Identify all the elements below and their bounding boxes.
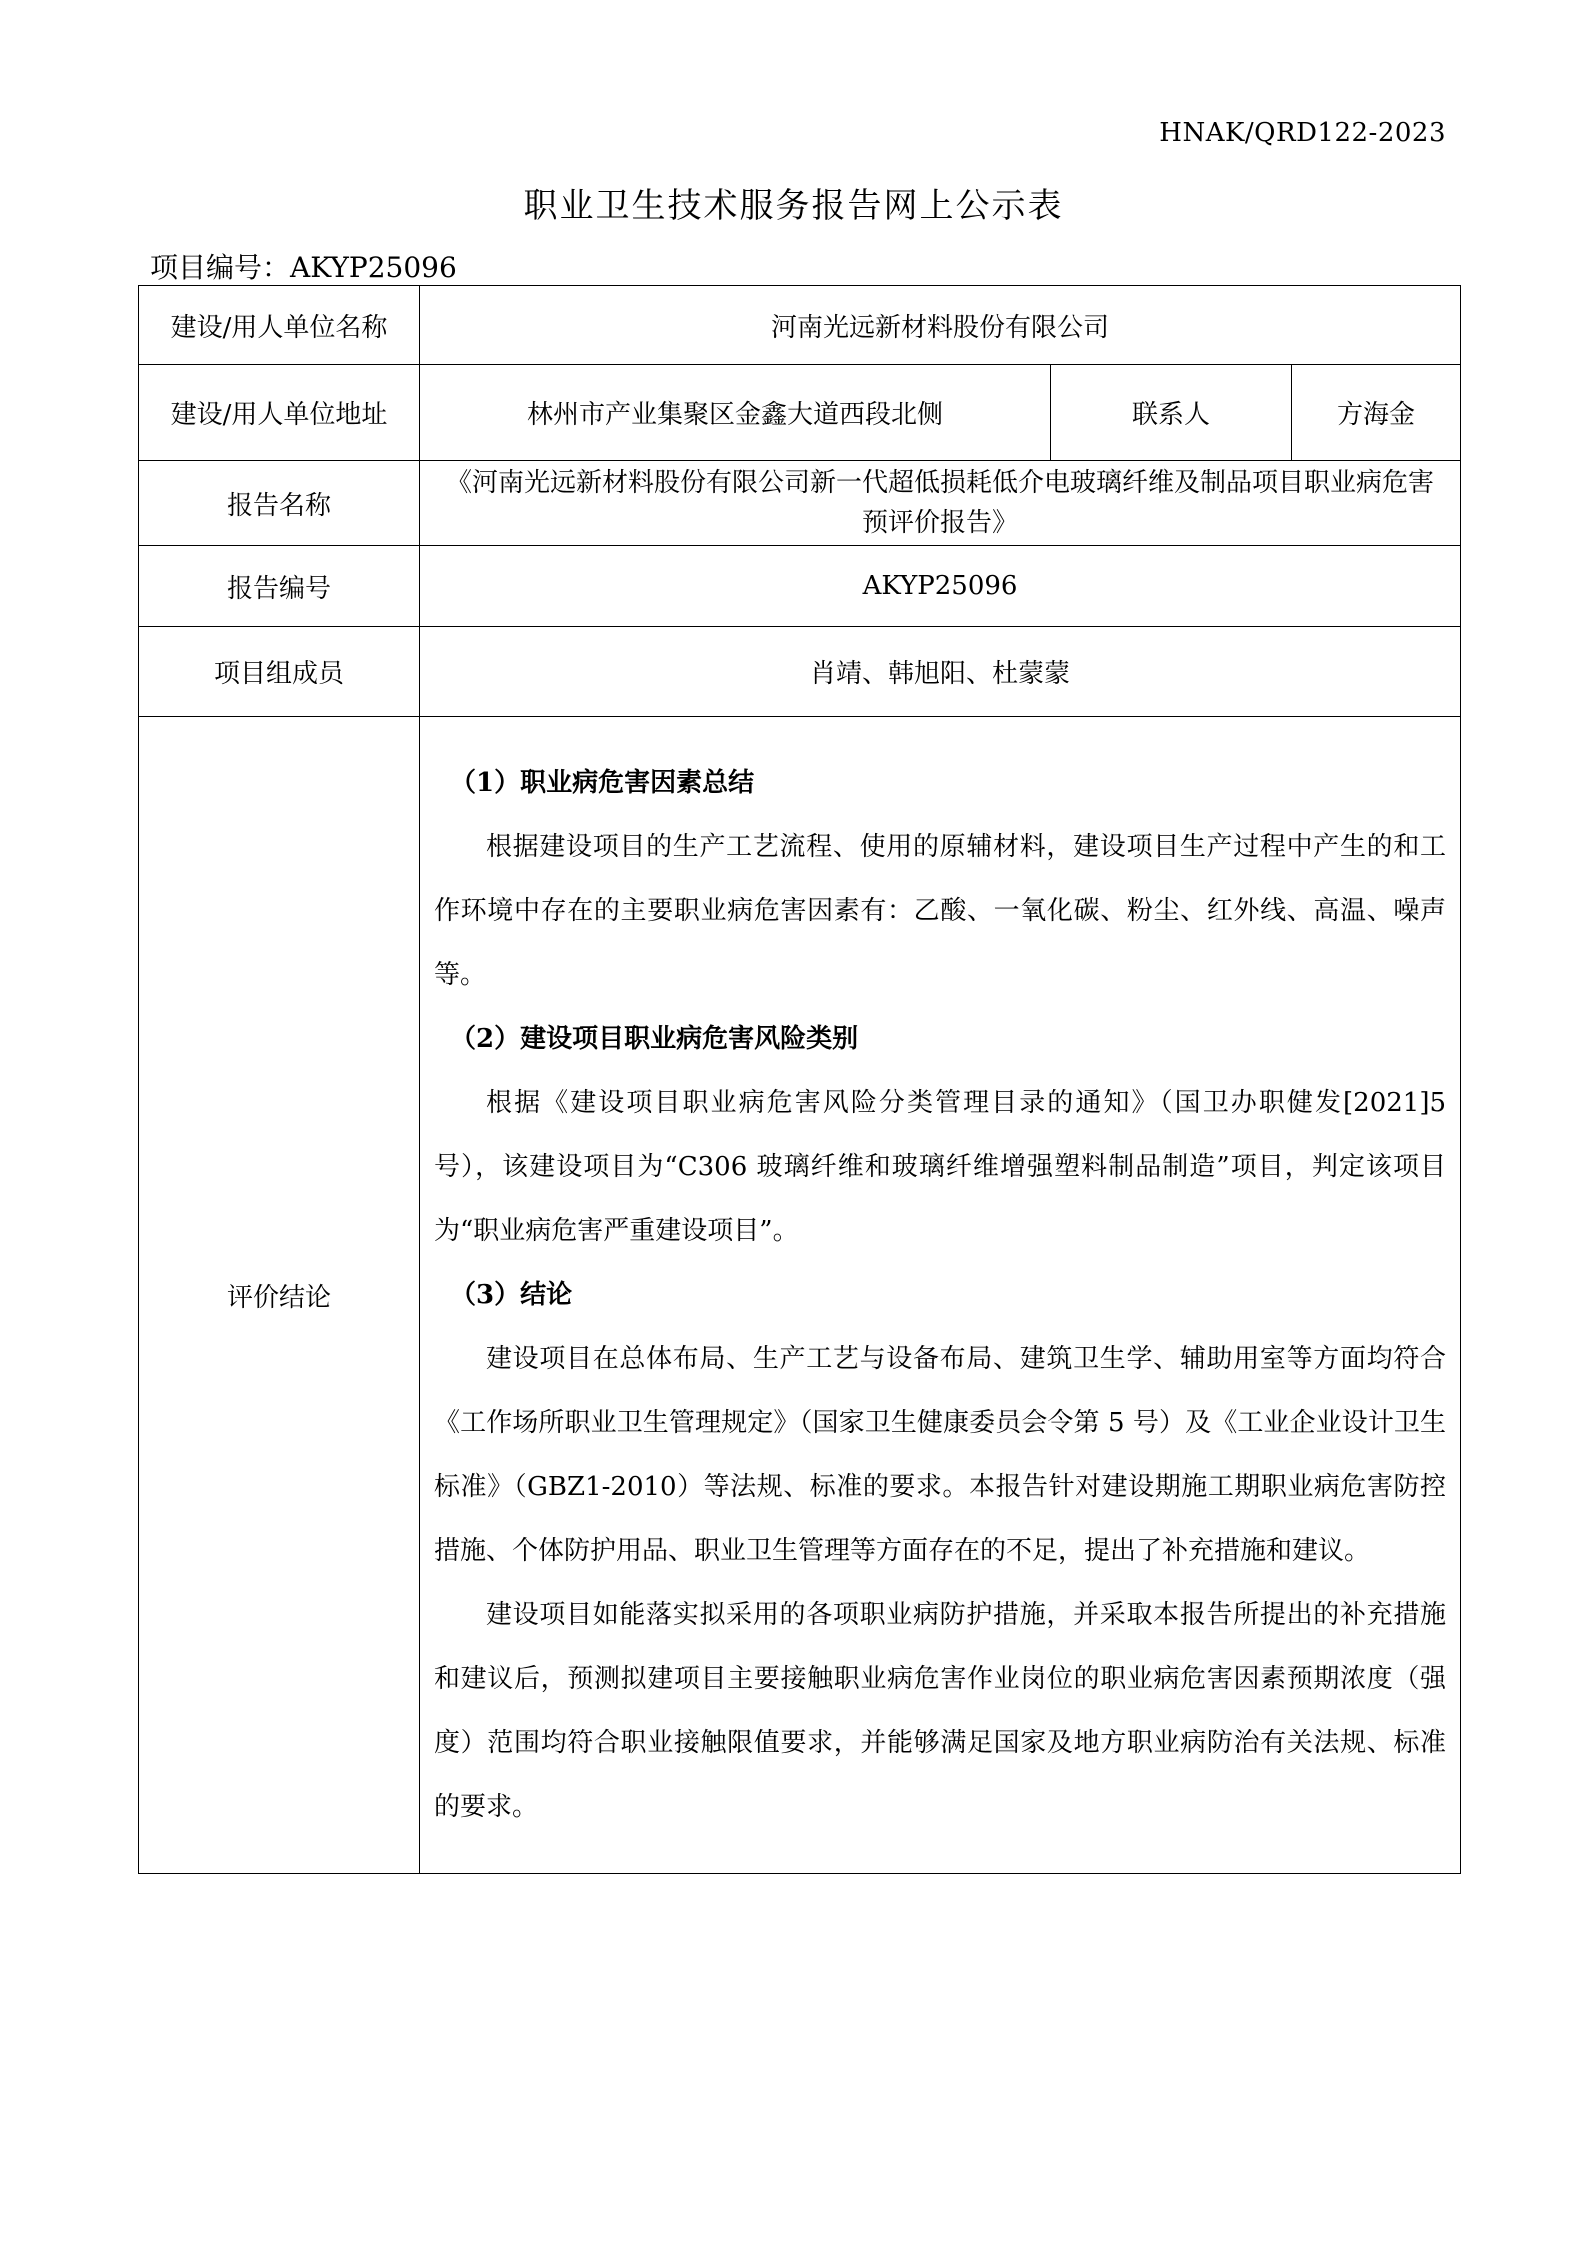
table-row [139,627,1461,717]
table-row [139,365,1461,461]
project-number [150,246,457,286]
report-number-label: 报告编号 [139,546,420,627]
members-value: 肖靖、韩旭阳、杜蒙蒙 [420,627,1461,717]
table-row [139,546,1461,627]
contact-label: 联系人 [1051,365,1292,461]
section-paragraph: 建设项目在总体布局、生产工艺与设备布局、建筑卫生学、辅助用室等方面均符合《工作场所职业卫生管理规定》（国家卫生健康委员会令第 5 号）及《工业企业设计卫生标准》（GBZ1-2010）等法规、标准的要求。本报告针对建设期施工期职业病危害防控措施、个体防护用品、职业卫生管理等方面存在的不足，提出了补充措施和建议。 [434,1344,1447,1566]
section-heading-risk-category: （2）建设项目职业病危害风险类别 [450,1024,859,1054]
table-row [139,717,1461,1874]
unit-address-value: 林州市产业集聚区金鑫大道西段北侧 [420,365,1051,461]
disclosure-table [138,285,1461,1874]
report-name-label: 报告名称 [139,461,420,546]
members-label: 项目组成员 [139,627,420,717]
section-heading-factors: （1）职业病危害因素总结 [450,768,755,798]
project-number-label: 项目编号： [150,251,291,284]
report-name-value: 《河南光远新材料股份有限公司新一代超低损耗低介电玻璃纤维及制品项目职业病危害预评价报告》 [420,461,1461,546]
section-heading-conclusion: （3）结论 [450,1280,573,1310]
report-number-value: AKYP25096 [420,546,1461,627]
section-paragraph: 建设项目如能落实拟采用的各项职业病防护措施，并采取本报告所提出的补充措施和建议后，预测拟建项目主要接触职业病危害作业岗位的职业病危害因素预期浓度（强度）范围均符合职业接触限值要求，并能够满足国家及地方职业病防治有关法规、标准的要求。 [434,1600,1447,1822]
conclusion-label: 评价结论 [139,717,420,1874]
unit-address-label: 建设/用人单位地址 [139,365,420,461]
section-paragraph: 根据《建设项目职业病危害风险分类管理目录的通知》（国卫办职健发[2021]5号），该建设项目为“C306 玻璃纤维和玻璃纤维增强塑料制品制造”项目，判定该项目为“职业病危害严重建设项目”。 [434,1088,1447,1246]
project-number-value: AKYP25096 [290,251,457,284]
contact-value: 方海金 [1292,365,1461,461]
table-row [139,286,1461,365]
document-title: 职业卫生技术服务报告网上公示表 [523,186,1064,226]
document-code: HNAK/QRD122-2023 [1159,118,1446,148]
unit-name-value: 河南光远新材料股份有限公司 [420,286,1461,365]
table-row [139,461,1461,546]
section-paragraph: 根据建设项目的生产工艺流程、使用的原辅材料，建设项目生产过程中产生的和工作环境中存在的主要职业病危害因素有：乙酸、一氧化碳、粉尘、红外线、高温、噪声等。 [434,832,1447,990]
conclusion-content [420,717,1461,1874]
unit-name-label: 建设/用人单位名称 [139,286,420,365]
